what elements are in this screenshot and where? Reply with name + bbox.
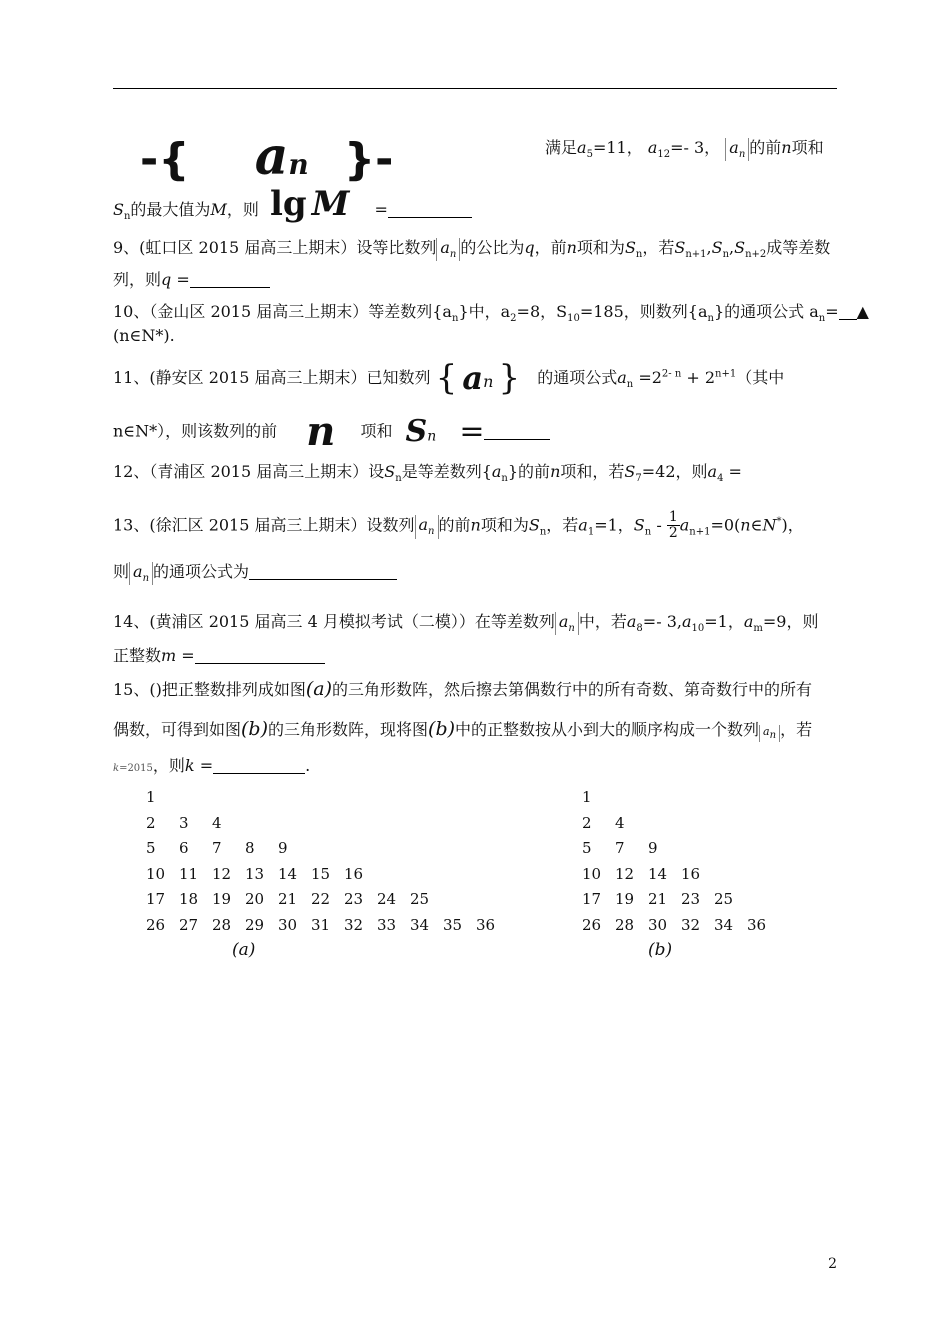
triangle-cell: 36 <box>476 915 496 934</box>
q10-line1: 10、（金山区 2015 届高三上期末）等差数列$\{a_n\}$中，$a_2=8$，$S_{10}=185$，则数列$\{a_n\}$的通项公式 $a_n=$ ▲ <box>113 302 869 325</box>
triangle-cell: 7 <box>615 839 625 857</box>
triangle-cell: 34 <box>714 915 734 934</box>
triangle-cell: 13 <box>245 864 265 883</box>
q14-line1: 14、(黄浦区 2015 届高三 4 月模拟考试（二模））在等差数列 $a_n$ 中，若$a_8=-$ $3,a_{10}=1$，$a_m=9$，则 <box>113 612 819 635</box>
q11-line2: n∈N*），则该数列的前 n 项和 $S_n$ = <box>113 408 550 456</box>
q11-brace-left: { <box>435 358 458 398</box>
triangle-cell: 30 <box>648 915 668 934</box>
q8-answer-blank[interactable] <box>388 201 472 218</box>
q15-answer-blank[interactable] <box>213 757 305 774</box>
q9-line2: 列，则q = <box>113 270 270 289</box>
triangle-cell: 17 <box>146 890 166 908</box>
triangle-row <box>146 788 179 806</box>
triangle-cell: 27 <box>179 915 199 934</box>
lg-symbol: lg <box>269 184 307 224</box>
triangle-cell: 8 <box>245 839 255 857</box>
triangle-cell: 30 <box>278 915 298 934</box>
q8-line1 <box>140 126 840 188</box>
triangle-cell: 28 <box>615 915 635 934</box>
q8-line2: $S_n$的最大值为M，则 lg M = <box>113 184 472 225</box>
triangle-cell: 23 <box>344 890 364 908</box>
triangle-cell: 32 <box>681 915 701 934</box>
triangle-row <box>146 814 245 832</box>
q14-line2: 正整数m = <box>113 646 325 665</box>
triangle-cell: 25 <box>714 890 734 908</box>
triangle-cell: 7 <box>212 839 222 857</box>
q12-line: 12、（青浦区 2015 届高三上期末）设$S_n$是等差数列$\{a_n\}$的前n项和，若$S_7=42$，则$a_4$ = <box>113 462 742 485</box>
q13-fraction: $\frac{1}{2}$ <box>668 509 678 542</box>
triangle-cell: 2 <box>146 813 156 832</box>
triangle-cell: 1 <box>582 788 592 806</box>
triangle-row <box>582 839 681 857</box>
q11-brace-right: } <box>498 358 521 398</box>
triangle-row <box>582 814 648 832</box>
triangle-cell: 25 <box>410 890 430 908</box>
q11-n-big: n <box>306 408 336 455</box>
q15-line1: 15、()把正整数排列成如图(a)的三角形数阵，然后擦去第偶数行中的所有奇数、第奇数行中的所有 <box>113 678 813 700</box>
triangle-cell: 28 <box>212 915 232 934</box>
q8-seq: a <box>254 126 289 187</box>
triangle-cell: 21 <box>648 890 668 908</box>
triangle-cell: 1 <box>146 788 156 806</box>
q9-answer-blank[interactable] <box>190 271 270 288</box>
triangle-cell: 19 <box>212 890 232 908</box>
q14-answer-blank[interactable] <box>195 647 325 664</box>
triangle-cell: 22 <box>311 890 331 908</box>
triangle-cell: 26 <box>582 915 602 934</box>
triangle-cell: 4 <box>615 813 625 832</box>
q13-line1: 13、(徐汇区 2015 届高三上期末）设数列 $a_n$ 的前n项和为$S_n$，若$a_1=1$，$S_n$ - $\frac{1}{2}$ $a_{n+1}=0(n\in N^*)$， <box>113 509 804 542</box>
q15-line3: k=2015，则k = . <box>113 756 311 775</box>
page-number: 2 <box>828 1256 837 1272</box>
q10-line2: (n∈N*). <box>113 326 175 345</box>
triangle-cell: 16 <box>681 864 701 883</box>
triangle-cell: 36 <box>747 915 767 934</box>
q9-line1: 9、(虹口区 2015 届高三上期末）设等比数列 $a_n$ 的公比为q，前n项和为$S_n$，若$S_{n+1},S_n,S_{n+2}$成等差数 <box>113 238 831 261</box>
right-brace: }- <box>343 134 394 185</box>
q13-answer-blank[interactable] <box>249 563 397 580</box>
M-symbol: M <box>311 184 350 224</box>
triangle-cell: 34 <box>410 915 430 934</box>
triangle-row <box>146 865 377 883</box>
caption-a: (a) <box>232 940 256 960</box>
q10-answer-blank[interactable] <box>839 303 857 320</box>
caption-b: (b) <box>648 940 673 960</box>
left-brace: -{ <box>140 134 190 185</box>
triangle-cell: 31 <box>311 915 331 934</box>
triangle-row <box>146 839 311 857</box>
triangle-cell: 33 <box>377 915 397 934</box>
triangle-cell: 10 <box>582 864 602 883</box>
triangle-cell: 2 <box>582 813 592 832</box>
triangle-cell: 35 <box>443 915 463 934</box>
q13-line2: 则 $a_n$ 的通项公式为 <box>113 562 397 585</box>
triangle-marker: ▲ <box>856 302 869 321</box>
triangle-cell: 6 <box>179 839 189 857</box>
triangle-row <box>146 916 509 934</box>
triangle-row <box>582 865 714 883</box>
q8-condition: 满足$a_5=11$， $a_{12}=-$ 3， $a_n$ 的前n项和 <box>545 138 824 161</box>
q11-line1: 11、(静安区 2015 届高三上期末）已知数列 { $a_n$ } 的通项公式$a_n =2^{2- n} + 2^{n+1}$（其中 <box>113 358 785 398</box>
triangle-cell: 20 <box>245 890 265 908</box>
triangle-cell: 19 <box>615 890 635 908</box>
triangle-cell: 21 <box>278 890 298 908</box>
header-rule <box>113 88 837 89</box>
q11-answer-blank[interactable] <box>484 423 550 440</box>
triangle-cell: 17 <box>582 890 602 908</box>
triangle-cell: 14 <box>278 864 298 883</box>
triangle-row <box>146 890 443 908</box>
q9-seq: $a_n$ <box>436 238 460 261</box>
triangle-cell: 5 <box>582 839 592 857</box>
triangle-cell: 26 <box>146 915 166 934</box>
triangle-cell: 3 <box>179 813 189 832</box>
triangle-cell: 15 <box>311 864 331 883</box>
triangle-row <box>582 890 747 908</box>
triangle-cell: 12 <box>615 864 635 883</box>
triangle-cell: 29 <box>245 915 265 934</box>
q15-line2: 偶数，可得到如图(b)的三角形数阵，现将图(b)中的正整数按从小到大的顺序构成一个数列 $a_n$ ，若 <box>113 718 813 742</box>
triangle-cell: 24 <box>377 890 397 908</box>
triangle-cell: 11 <box>179 864 199 883</box>
triangle-row <box>582 916 780 934</box>
q8-seq-sub: n <box>288 148 309 181</box>
triangle-cell: 12 <box>212 864 232 883</box>
triangle-cell: 5 <box>146 839 156 857</box>
triangle-cell: 18 <box>179 890 199 908</box>
triangle-cell: 9 <box>648 839 658 857</box>
triangle-cell: 14 <box>648 864 668 883</box>
triangle-cell: 23 <box>681 890 701 908</box>
triangle-cell: 4 <box>212 813 222 832</box>
triangle-cell: 16 <box>344 864 364 883</box>
triangle-cell: 10 <box>146 864 166 883</box>
triangle-cell: 32 <box>344 915 364 934</box>
triangle-row <box>582 788 615 806</box>
triangle-cell: 9 <box>278 839 288 857</box>
